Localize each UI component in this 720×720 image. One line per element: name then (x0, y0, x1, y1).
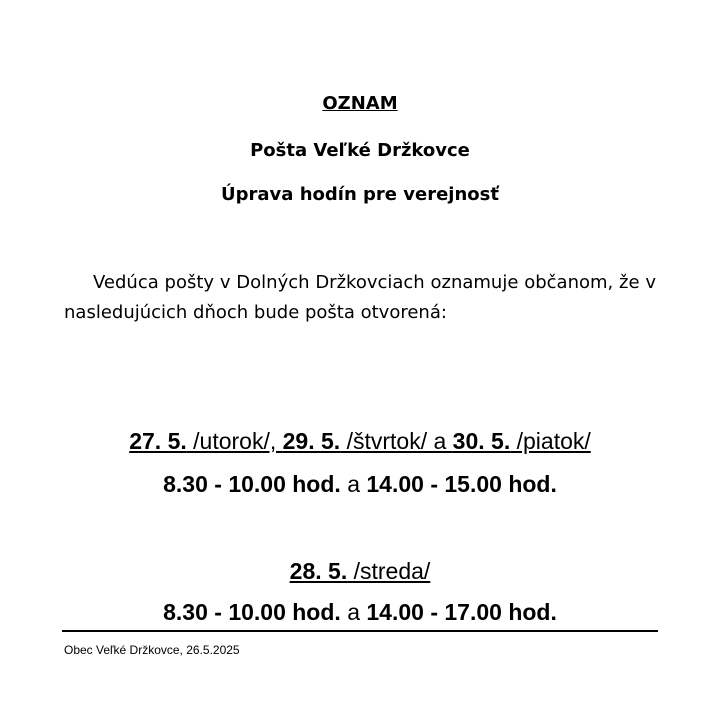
footer-divider (62, 630, 658, 632)
schedule-1-date-2: 29. 5. (282, 428, 341, 454)
schedule-2-date-1: 28. 5. (289, 558, 348, 584)
schedule-1-date-3: 30. 5. (452, 428, 511, 454)
schedule-2-hours (0, 598, 720, 626)
schedule-1-day-2: /štvrtok/ a (340, 428, 453, 454)
schedule-1-day-3: /piatok/ (510, 428, 591, 454)
notice-title: OZNAM (322, 93, 398, 114)
schedule-2-hours-morning: 8.30 - 10.00 hod. (163, 599, 341, 625)
hours-change-heading: Úprava hodín pre verejnosť (221, 184, 499, 205)
post-office-name: Pošta Veľké Držkovce (250, 140, 470, 161)
schedule-1-hours-afternoon: 14.00 - 15.00 hod. (366, 471, 557, 497)
schedule-1-date-1: 27. 5. (129, 428, 187, 454)
schedule-1-hours-joiner: a (340, 471, 367, 497)
schedule-2-day-1: /streda/ (347, 558, 431, 584)
announcement-paragraph: Vedúca pošty v Dolných Držkovciach oznamuje občanom, že v nasledujúcich dňoch bude pošta otvorená: (64, 272, 656, 323)
schedule-1-days (0, 427, 720, 455)
schedule-2-days (0, 557, 720, 585)
schedule-1-hours (0, 470, 720, 498)
schedule-1-hours-morning: 8.30 - 10.00 hod. (163, 471, 341, 497)
schedule-1-day-1: /utorok/, (186, 428, 283, 454)
footer-signature: Obec Veľké Držkovce, 26.5.2025 (64, 643, 240, 657)
schedule-2-hours-afternoon: 14.00 - 17.00 hod. (366, 599, 557, 625)
schedule-2-hours-joiner: a (340, 599, 367, 625)
